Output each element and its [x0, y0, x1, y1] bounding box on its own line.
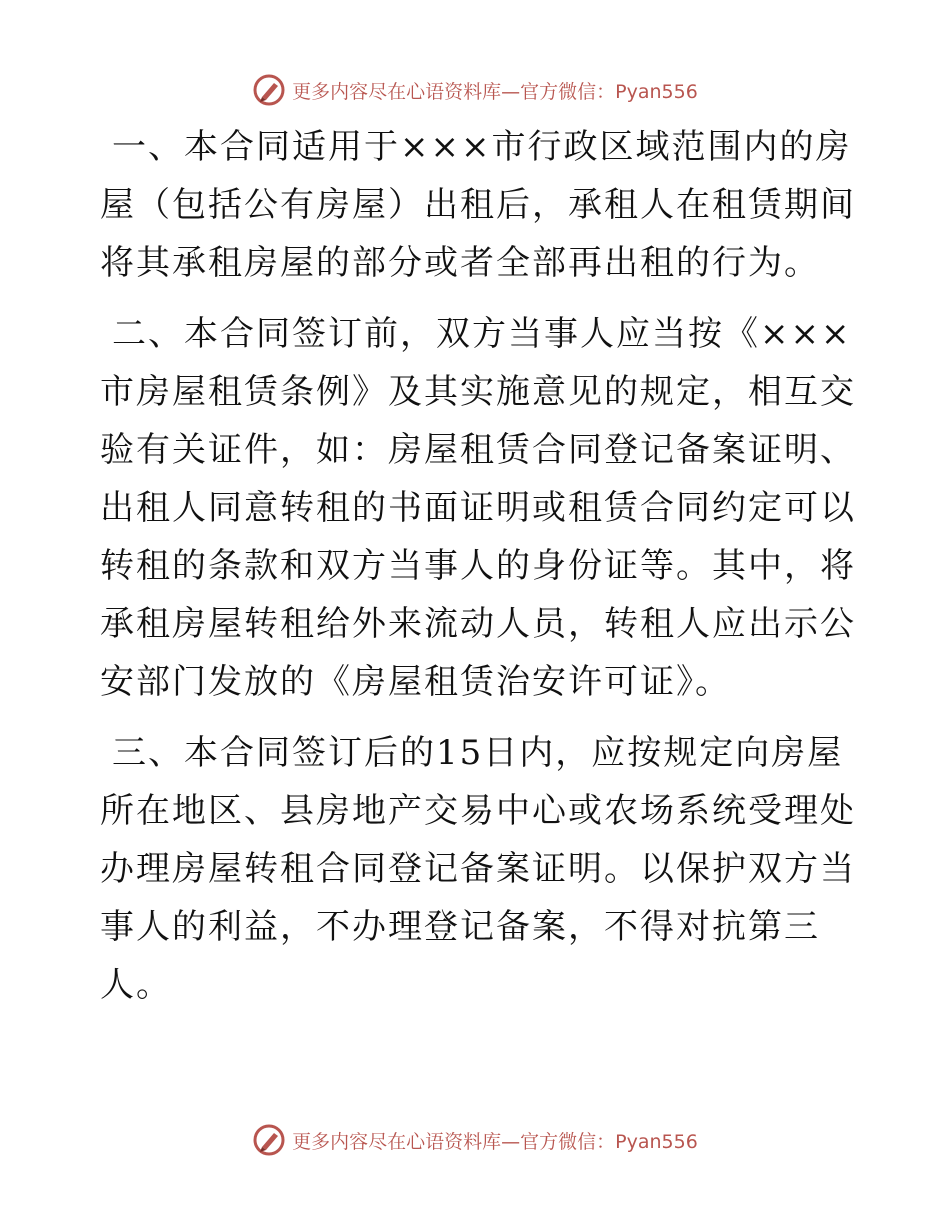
footer-banner	[0, 1120, 950, 1160]
header-banner	[0, 70, 950, 110]
document-body	[100, 118, 860, 1027]
paragraph-2: 二、本合同签订前，双方当事人应当按《×××市房屋租赁条例》及其实施意见的规定，相互交验有关证件，如：房屋租赁合同登记备案证明、出租人同意转租的书面证明或租赁合同约定可以转租的条款和双方当事人的身份证等。其中，将承租房屋转租给外来流动人员，转租人应出示公安部门发放的《房屋租赁治安许可证》。	[100, 314, 856, 702]
pen-logo-icon	[252, 1123, 286, 1157]
paragraph-1: 一、本合同适用于×××市行政区域范围内的房屋（包括公有房屋）出租后，承租人在租赁期间将其承租房屋的部分或者全部再出租的行为。	[100, 127, 856, 283]
footer-banner-text: 更多内容尽在心语资料库—官方微信：Pyan556	[292, 1130, 698, 1153]
paragraph-3: 三、本合同签订后的15日内，应按规定向房屋所在地区、县房地产交易中心或农场系统受理处办理房屋转租合同登记备案证明。以保护双方当事人的利益，不办理登记备案，不得对抗第三人。	[100, 733, 856, 1005]
header-banner-text: 更多内容尽在心语资料库—官方微信：Pyan556	[292, 80, 698, 103]
pen-logo-icon	[252, 73, 286, 107]
